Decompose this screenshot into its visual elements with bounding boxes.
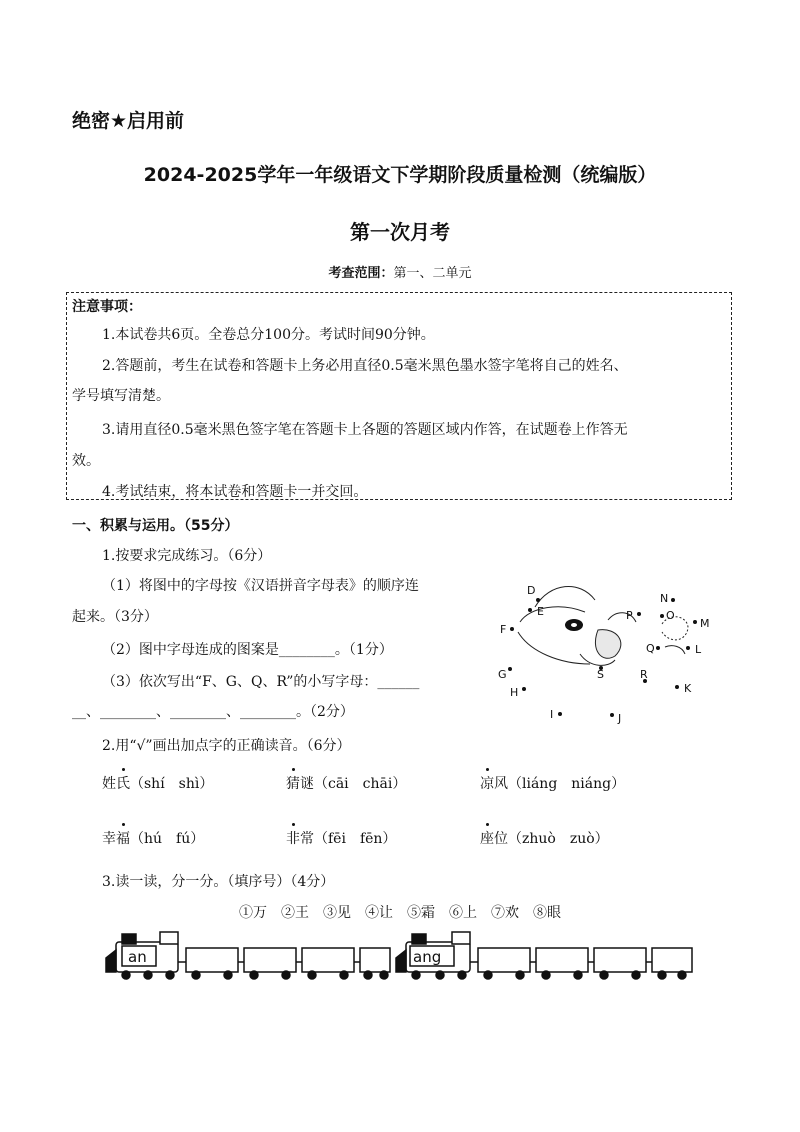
locomotive-cabin [452,932,470,944]
section-1-title: 一、积累与运用。（55分） [72,518,239,534]
locomotive-chimney [412,934,426,944]
exam-scope [0,262,800,281]
train-illustration [100,928,700,984]
letter-G: G [498,668,507,681]
letter-R: R [640,668,648,681]
dot-to-dot-figure [490,572,730,732]
confidential-label: 绝密★启用前 [72,110,185,132]
q3-title: 3.读一读，分一分。（填序号）（4分） [102,874,335,890]
notice-item-2: 2.答题前，考生在试卷和答题卡上务必用直径0.5毫米黑色墨水签字笔将自己的姓名、 [102,358,628,374]
letter-K: K [684,682,692,695]
dot-E [528,608,532,612]
letter-Q: Q [646,642,655,655]
figure-eye-glint [571,623,577,627]
dot-M [693,620,697,624]
notice-item-2-cont: 学号填写清楚。 [72,388,170,404]
pinyin-item-4: 幸福（hú fú） [102,828,204,848]
figure-outline [535,586,595,607]
letter-M: M [700,617,710,630]
letter-N: N [660,592,669,605]
notice-item-3-cont: 效。 [72,453,100,469]
dot-H [522,687,526,691]
dot-K [675,685,679,689]
pinyin-item-2: 猜谜（cāi chāi） [286,773,406,793]
letter-P: P [626,609,633,622]
figure-outline [518,632,590,664]
q2-title: 2.用“√”画出加点字的正确读音。（6分） [102,738,351,754]
dot-G [508,667,512,671]
exam-subtitle: 第一次月考 [350,220,450,244]
dot-O [660,614,664,618]
train-label-an: an [128,948,147,966]
q1-part3: （3）依次写出“F、G、Q、R”的小写字母：______ [102,674,420,690]
locomotive-nose [106,950,116,972]
dot-N [671,598,675,602]
scope-label: 考查范围： [328,266,394,281]
figure-outline [665,646,685,654]
locomotive-nose [396,950,406,972]
pinyin-item-6: 座位（zhuò zuò） [480,828,609,848]
exam-title: 2024-2025学年一年级语文下学期阶段质量检测（统编版） [143,164,657,186]
q1-part3-cont: __、________、________、________。（2分） [72,704,354,720]
dot-P [637,612,641,616]
letter-S: S [597,668,604,681]
pinyin-item-5: 非常（fēi fēn） [286,828,396,848]
letter-F: F [500,623,507,636]
notice-title: 注意事项： [72,299,142,315]
letter-D: D [527,584,536,597]
dot-D [536,598,540,602]
letter-L: L [695,643,702,656]
q3-options: ①万 ②王 ③见 ④让 ⑤霜 ⑥上 ⑦欢 ⑧眼 [239,905,561,921]
dot-F [510,627,514,631]
train-label-ang: ang [413,948,442,966]
scope-value: 第一、二单元 [393,266,472,281]
pinyin-item-1: 姓氏（shí shì） [102,773,213,793]
pinyin-item-3: 凉风（liáng niáng） [480,773,625,793]
locomotive-chimney [122,934,136,944]
letter-O: O [666,609,675,622]
dot-J [610,713,614,717]
notice-item-3: 3.请用直径0.5毫米黑色签字笔在答题卡上各题的答题区域内作答，在试题卷上作答无 [102,422,628,438]
letter-I: I [550,708,554,721]
letter-J: J [618,712,622,725]
dot-I [558,712,562,716]
notice-item-1: 1.本试卷共6页。全卷总分100分。考试时间90分钟。 [102,327,435,343]
figure-fin [595,630,620,659]
q1-part1-cont: 起来。（3分） [72,609,158,625]
locomotive-cabin [160,932,178,944]
letter-E: E [537,605,544,618]
train-an [106,932,390,979]
notice-item-4: 4.考试结束，将本试卷和答题卡一并交回。 [102,484,368,500]
dot-Q [656,646,660,650]
q1-part2: （2）图中字母连成的图案是________。（1分） [102,642,393,658]
q1-title: 1.按要求完成练习。（6分） [102,548,272,564]
letter-H: H [510,686,519,699]
q1-part1: （1）将图中的字母按《汉语拼音字母表》的顺序连 [102,578,419,594]
dot-L [686,646,690,650]
